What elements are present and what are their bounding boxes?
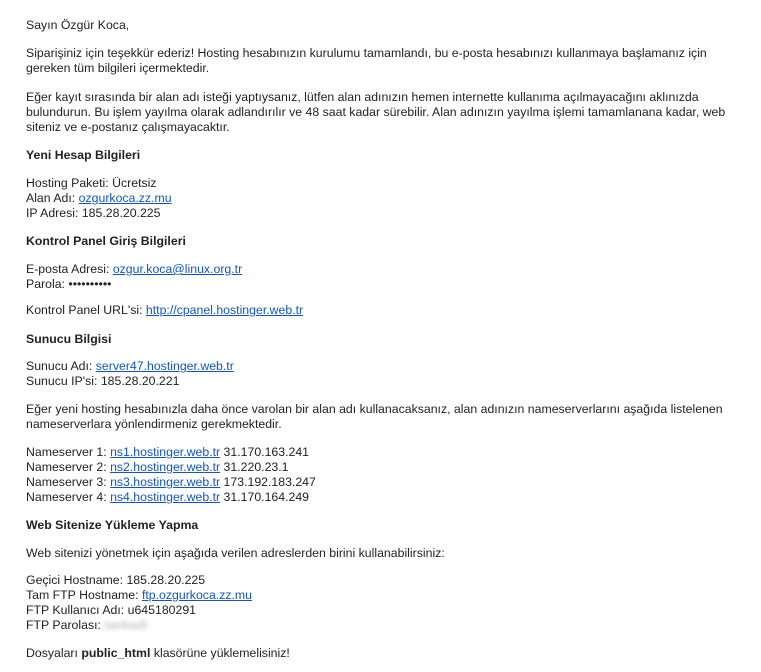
panel-heading: Kontrol Panel Giriş Bilgileri bbox=[26, 234, 186, 248]
temp-hostname-value: 185.28.20.225 bbox=[126, 573, 206, 587]
server-ip-label: Sunucu IP'si: bbox=[26, 374, 98, 388]
nameserver-ip: 31.170.164.249 bbox=[223, 490, 310, 504]
nameserver-host-link[interactable]: ns1.hostinger.web.tr bbox=[110, 445, 221, 459]
final-instruction-post: klasörüne yüklemelisiniz! bbox=[153, 646, 290, 660]
server-ip-line bbox=[0, 374, 205, 389]
nameserver-note-paragraph: Eğer yeni hosting hesabınızla daha önce varolan bir alan adı kullanacaksanız, alan adınızın nameserverlarını aşağıda listelenen nameserverlara yönlendirmeniz gerekmektedir. bbox=[26, 402, 723, 431]
nameserver-host-link[interactable]: ns4.hostinger.web.tr bbox=[110, 490, 221, 504]
nameserver-ip: 31.220.23.1 bbox=[223, 460, 289, 474]
panel-email-line bbox=[0, 262, 268, 277]
ftp-username-value: u645180291 bbox=[127, 603, 197, 617]
ftp-hostname-link[interactable]: ftp.ozgurkoca.zz.mu bbox=[141, 588, 252, 602]
hosting-package-label: Hosting Paketi: bbox=[26, 176, 109, 190]
domain-link[interactable]: ozgurkoca.zz.mu bbox=[78, 191, 172, 205]
panel-password-line bbox=[0, 277, 137, 292]
hosting-package-line bbox=[0, 176, 183, 191]
nameserver-host-link[interactable]: ns2.hostinger.web.tr bbox=[110, 460, 221, 474]
domain-note-paragraph: Eğer kayıt sırasında bir alan adı isteği yaptıysanız, lütfen alan adınızın hemen internette kullanıma açılmayacağını aklınızda bulundurun. Bu işlem yayılma olarak adlandırılır ve 48 saat kadar sürebilir. Alan adınızın yayılma işlemi tamamlanana kadar, web siteniz ve e-postanız çalışmayacaktır. bbox=[26, 90, 726, 134]
nameserver-row bbox=[0, 490, 335, 505]
panel-email-label: E-posta Adresi: bbox=[26, 262, 110, 276]
ftp-password-line bbox=[0, 618, 173, 633]
hosting-package-value: Ücretsiz bbox=[112, 176, 157, 190]
temp-hostname-line bbox=[0, 573, 231, 588]
panel-url-link[interactable]: http://cpanel.hostinger.web.tr bbox=[145, 303, 304, 317]
ip-label: IP Adresi: bbox=[26, 206, 79, 220]
ftp-username-line bbox=[0, 603, 222, 618]
nameserver-label: Nameserver 2: bbox=[26, 460, 107, 474]
intro-paragraph: Siparişiniz için teşekkür ederiz! Hosting hesabınızın kurulumu tamamlandı, bu e-posta hesabınızı kullanmaya başlamanız için gereken tüm bilgileri içermektedir. bbox=[26, 46, 707, 75]
panel-email-link[interactable]: ozgur.koca@linux.org.tr bbox=[112, 262, 243, 276]
nameserver-row bbox=[0, 475, 342, 490]
server-heading: Sunucu Bilgisi bbox=[26, 332, 112, 346]
domain-label: Alan Adı: bbox=[26, 191, 76, 205]
nameserver-ip: 173.192.183.247 bbox=[223, 475, 316, 489]
final-instruction-pre: Dosyaları bbox=[26, 646, 78, 660]
ip-line bbox=[0, 206, 186, 221]
panel-password-label: Parola: bbox=[26, 277, 65, 291]
public-html-folder: public_html bbox=[81, 646, 151, 660]
ip-value: 185.28.20.225 bbox=[81, 206, 161, 220]
panel-password-value: •••••••••• bbox=[68, 277, 112, 291]
ftp-username-label: FTP Kullanıcı Adı: bbox=[26, 603, 125, 617]
nameserver-label: Nameserver 4: bbox=[26, 490, 107, 504]
upload-heading: Web Sitenize Yükleme Yapma bbox=[26, 518, 199, 532]
nameserver-host-link[interactable]: ns3.hostinger.web.tr bbox=[110, 475, 221, 489]
temp-hostname-label: Geçici Hostname: bbox=[26, 573, 124, 587]
server-name-line bbox=[0, 359, 260, 374]
ftp-hostname-label: Tam FTP Hostname: bbox=[26, 588, 139, 602]
nameserver-row bbox=[0, 445, 335, 460]
server-name-link[interactable]: server47.hostinger.web.tr bbox=[95, 359, 234, 373]
ftp-hostname-line bbox=[0, 588, 278, 603]
ftp-password-redacted: tankadl bbox=[104, 618, 148, 632]
upload-intro: Web sitenizi yönetmek için aşağıda verilen adreslerden birini kullanabilirsiniz: bbox=[26, 546, 445, 560]
nameserver-label: Nameserver 3: bbox=[26, 475, 107, 489]
server-ip-value: 185.28.20.221 bbox=[100, 374, 180, 388]
nameserver-label: Nameserver 1: bbox=[26, 445, 107, 459]
nameserver-row bbox=[0, 460, 315, 475]
panel-url-line bbox=[0, 303, 329, 318]
server-name-label: Sunucu Adı: bbox=[26, 359, 93, 373]
panel-url-label: Kontrol Panel URL'si: bbox=[26, 303, 143, 317]
nameserver-ip: 31.170.163.241 bbox=[223, 445, 310, 459]
ftp-password-label: FTP Parolası: bbox=[26, 618, 101, 632]
account-heading: Yeni Hesap Bilgileri bbox=[26, 148, 141, 162]
domain-line bbox=[0, 191, 198, 206]
greeting: Sayın Özgür Koca, bbox=[26, 18, 130, 32]
final-instruction bbox=[0, 646, 316, 661]
